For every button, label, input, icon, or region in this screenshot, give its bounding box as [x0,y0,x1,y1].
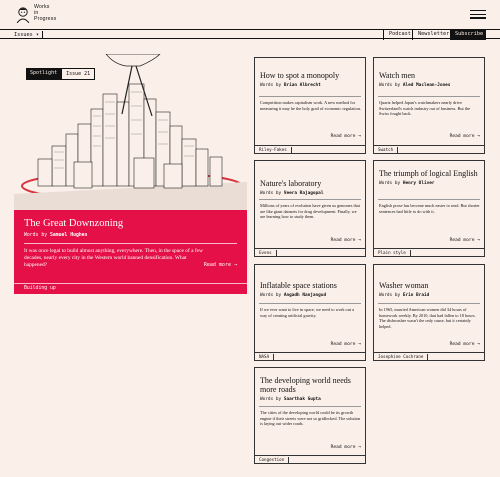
card-author[interactable]: Aled Maclean-Jones [402,83,451,88]
subscribe-button[interactable]: Subscribe [450,29,486,40]
card-read-more-link[interactable]: Read more → [330,342,361,347]
card-category-tag[interactable]: Plain style [378,250,411,257]
article-card[interactable] [254,264,366,361]
article-card[interactable] [373,264,485,361]
card-description: Quartz helped Japan's watchmakers nearly drive Switzerland's watch industry out of business. But the Swiss fought back. [379,100,470,117]
card-description: English prose has become much easier to read. But shorter sentences had little to do with it. [379,203,480,214]
card-read-more-link[interactable]: Read more → [449,342,480,347]
site-header [0,0,500,28]
card-author[interactable]: Saarthak Gupta [283,397,321,402]
divider [378,303,480,304]
article-card[interactable] [254,57,366,154]
divider [378,199,480,200]
card-byline: Words by Veera Rajagopal [260,191,324,196]
card-description: Millions of years of evolution have given us genomes that are like giant datasets for drug development. Finally, we are learning how to study them. [260,203,360,220]
card-byline: Words by Brian Albrecht [260,83,321,88]
card-author[interactable]: Henry Oliver [402,181,435,186]
card-category-tag[interactable]: Congestion [259,457,289,464]
card-byline: Words by Angadh Nanjangud [260,293,327,298]
feature-info-panel [14,210,247,294]
divider [259,96,361,97]
card-footer [255,352,365,360]
card-footer [374,145,484,153]
feature-tags [26,68,95,80]
card-read-more-link[interactable]: Read more → [449,238,480,243]
issues-dropdown[interactable]: Issues ▾ [14,31,39,38]
hamburger-menu-icon[interactable] [470,10,486,19]
card-author[interactable]: Angadh Nanjangud [283,293,327,298]
feature-byline: Words by Samuel Hughes [24,233,88,238]
logo-portrait-icon[interactable] [14,5,32,23]
card-category-tag[interactable]: NASA [259,354,274,361]
divider [24,243,237,244]
feature-article[interactable] [14,54,247,294]
card-author[interactable]: Erin Braid [402,293,430,298]
feature-category-tag[interactable]: Building up [24,286,56,291]
feature-author[interactable]: Samuel Hughes [50,233,88,238]
card-title: Nature's laboratory Words by Veera Rajagopal [260,179,362,198]
divider [378,96,480,97]
spotlight-tag[interactable]: Spotlight [26,68,61,80]
card-footer [255,248,365,256]
issue-tag[interactable]: Issue 21 [61,68,95,80]
article-card[interactable] [373,57,485,154]
divider [259,406,361,407]
divider [259,303,361,304]
card-title: The triumph of logical English Words by Henry Oliver [379,169,481,188]
card-title: Inflatable space stations Words by Angadh Nanjangud [260,281,362,300]
card-description: Competition makes capitalism work. A new method for measuring it may be the holy grail of economic regulation. [260,100,361,111]
card-byline: Words by Erin Braid [379,293,430,298]
card-category-tag[interactable]: Josephine Cochrane [378,354,428,361]
card-title: The developing world needs more roads Words by Saarthak Gupta [260,376,362,404]
newsletter-link[interactable]: Newsletter [412,29,454,40]
top-nav [0,29,500,39]
card-category-tag[interactable]: Swatch [378,147,398,154]
card-title: How to spot a monopoly Words by Brian Albrecht [260,71,362,90]
feature-read-more-link[interactable]: Read more → [203,262,237,268]
feature-description: It was once legal to build almost anything, everywhere. Then, in the space of a few decades, nearly every city in the Western world banned densification. What happened? [24,248,203,268]
card-byline: Words by Henry Oliver [379,181,435,186]
article-card[interactable] [254,160,366,257]
divider [14,283,247,284]
divider [259,199,361,200]
card-description: If we ever want to live in space, we need to work out a way of creating artificial gravity. [260,307,355,318]
card-description: The cities of the developing world could be its growth engine if their streets were not so gridlocked. The solution is laying out wider roads. [260,410,361,427]
card-read-more-link[interactable]: Read more → [330,134,361,139]
card-read-more-link[interactable]: Read more → [449,134,480,139]
card-footer [374,248,484,256]
article-card[interactable] [373,160,485,257]
card-author[interactable]: Veera Rajagopal [283,191,324,196]
card-byline: Words by Saarthak Gupta [260,397,321,402]
card-author[interactable]: Brian Albrecht [283,83,321,88]
feature-title[interactable]: The Great Downzoning [24,218,124,229]
logo-wordmark[interactable]: Works in Progress [34,4,57,22]
card-footer [255,455,365,463]
card-category-tag[interactable]: Riley-Fakes [259,147,292,154]
card-title: Watch men Words by Aled Maclean-Jones [379,71,481,90]
card-byline: Words by Aled Maclean-Jones [379,83,451,88]
podcast-link[interactable]: Podcast [383,29,416,40]
card-footer [255,145,365,153]
card-read-more-link[interactable]: Read more → [330,238,361,243]
card-footer [374,352,484,360]
card-description: In 1965, married American women did 34 hours of homework weekly. By 2010, that had fallen to 18 hours. The dishwasher wasn't the only cause, but it certainly helped. [379,307,476,329]
card-read-more-link[interactable]: Read more → [330,445,361,450]
card-category-tag[interactable]: Evens [259,250,277,257]
search-caret [42,31,43,38]
article-card[interactable] [254,367,366,464]
card-title: Washer woman Words by Erin Braid [379,281,481,300]
